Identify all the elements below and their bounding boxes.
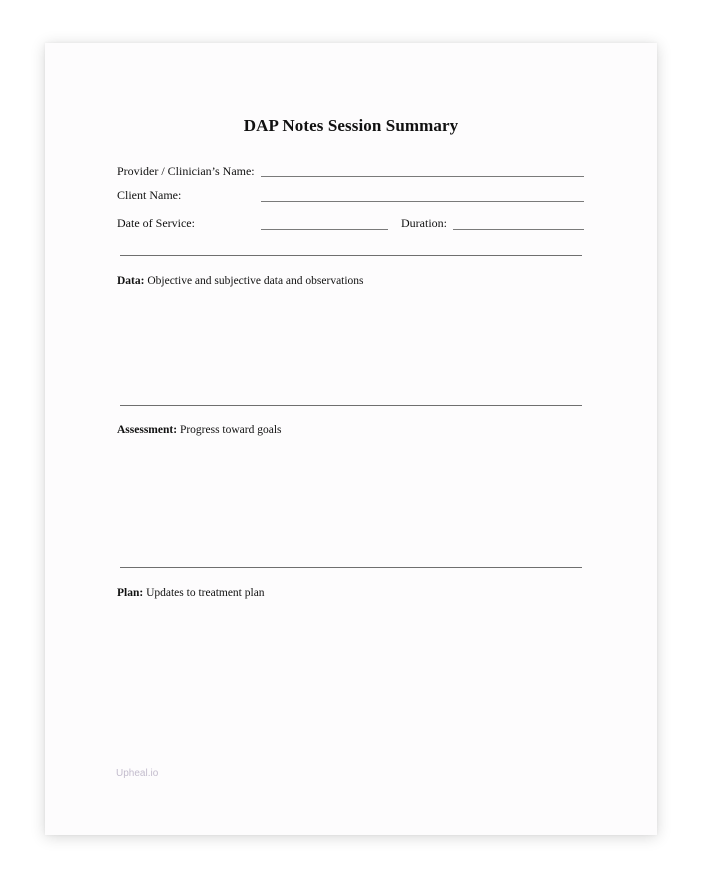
assessment-section-description: Progress toward goals — [179, 424, 282, 436]
duration-label: Duration: — [401, 216, 447, 230]
assessment-section-heading — [117, 424, 282, 436]
footer-watermark: Upheal.io — [116, 768, 159, 779]
provider-name-label: Provider / Clinician’s Name: — [117, 164, 255, 178]
client-name-label: Client Name: — [117, 188, 182, 202]
data-section-description: Objective and subjective data and observations — [147, 275, 364, 287]
assessment-section-divider — [120, 567, 582, 568]
duration-field[interactable] — [453, 229, 584, 230]
data-section-divider — [120, 405, 582, 406]
date-of-service-field[interactable] — [261, 229, 388, 230]
provider-name-field[interactable] — [261, 176, 584, 177]
assessment-notes-area[interactable] — [117, 444, 585, 562]
data-section-label: Data: — [117, 275, 145, 287]
client-name-field[interactable] — [261, 201, 584, 202]
assessment-section-label: Assessment: — [117, 424, 178, 436]
data-notes-area[interactable] — [117, 295, 585, 400]
plan-section-heading — [117, 587, 265, 599]
data-section-heading — [117, 275, 364, 287]
date-of-service-label: Date of Service: — [117, 216, 195, 230]
plan-notes-area[interactable] — [117, 607, 585, 757]
plan-section-label: Plan: — [117, 587, 144, 599]
header-divider — [120, 255, 582, 256]
document-title: DAP Notes Session Summary — [243, 116, 459, 135]
document-page — [45, 43, 657, 835]
plan-section-description: Updates to treatment plan — [146, 587, 265, 599]
